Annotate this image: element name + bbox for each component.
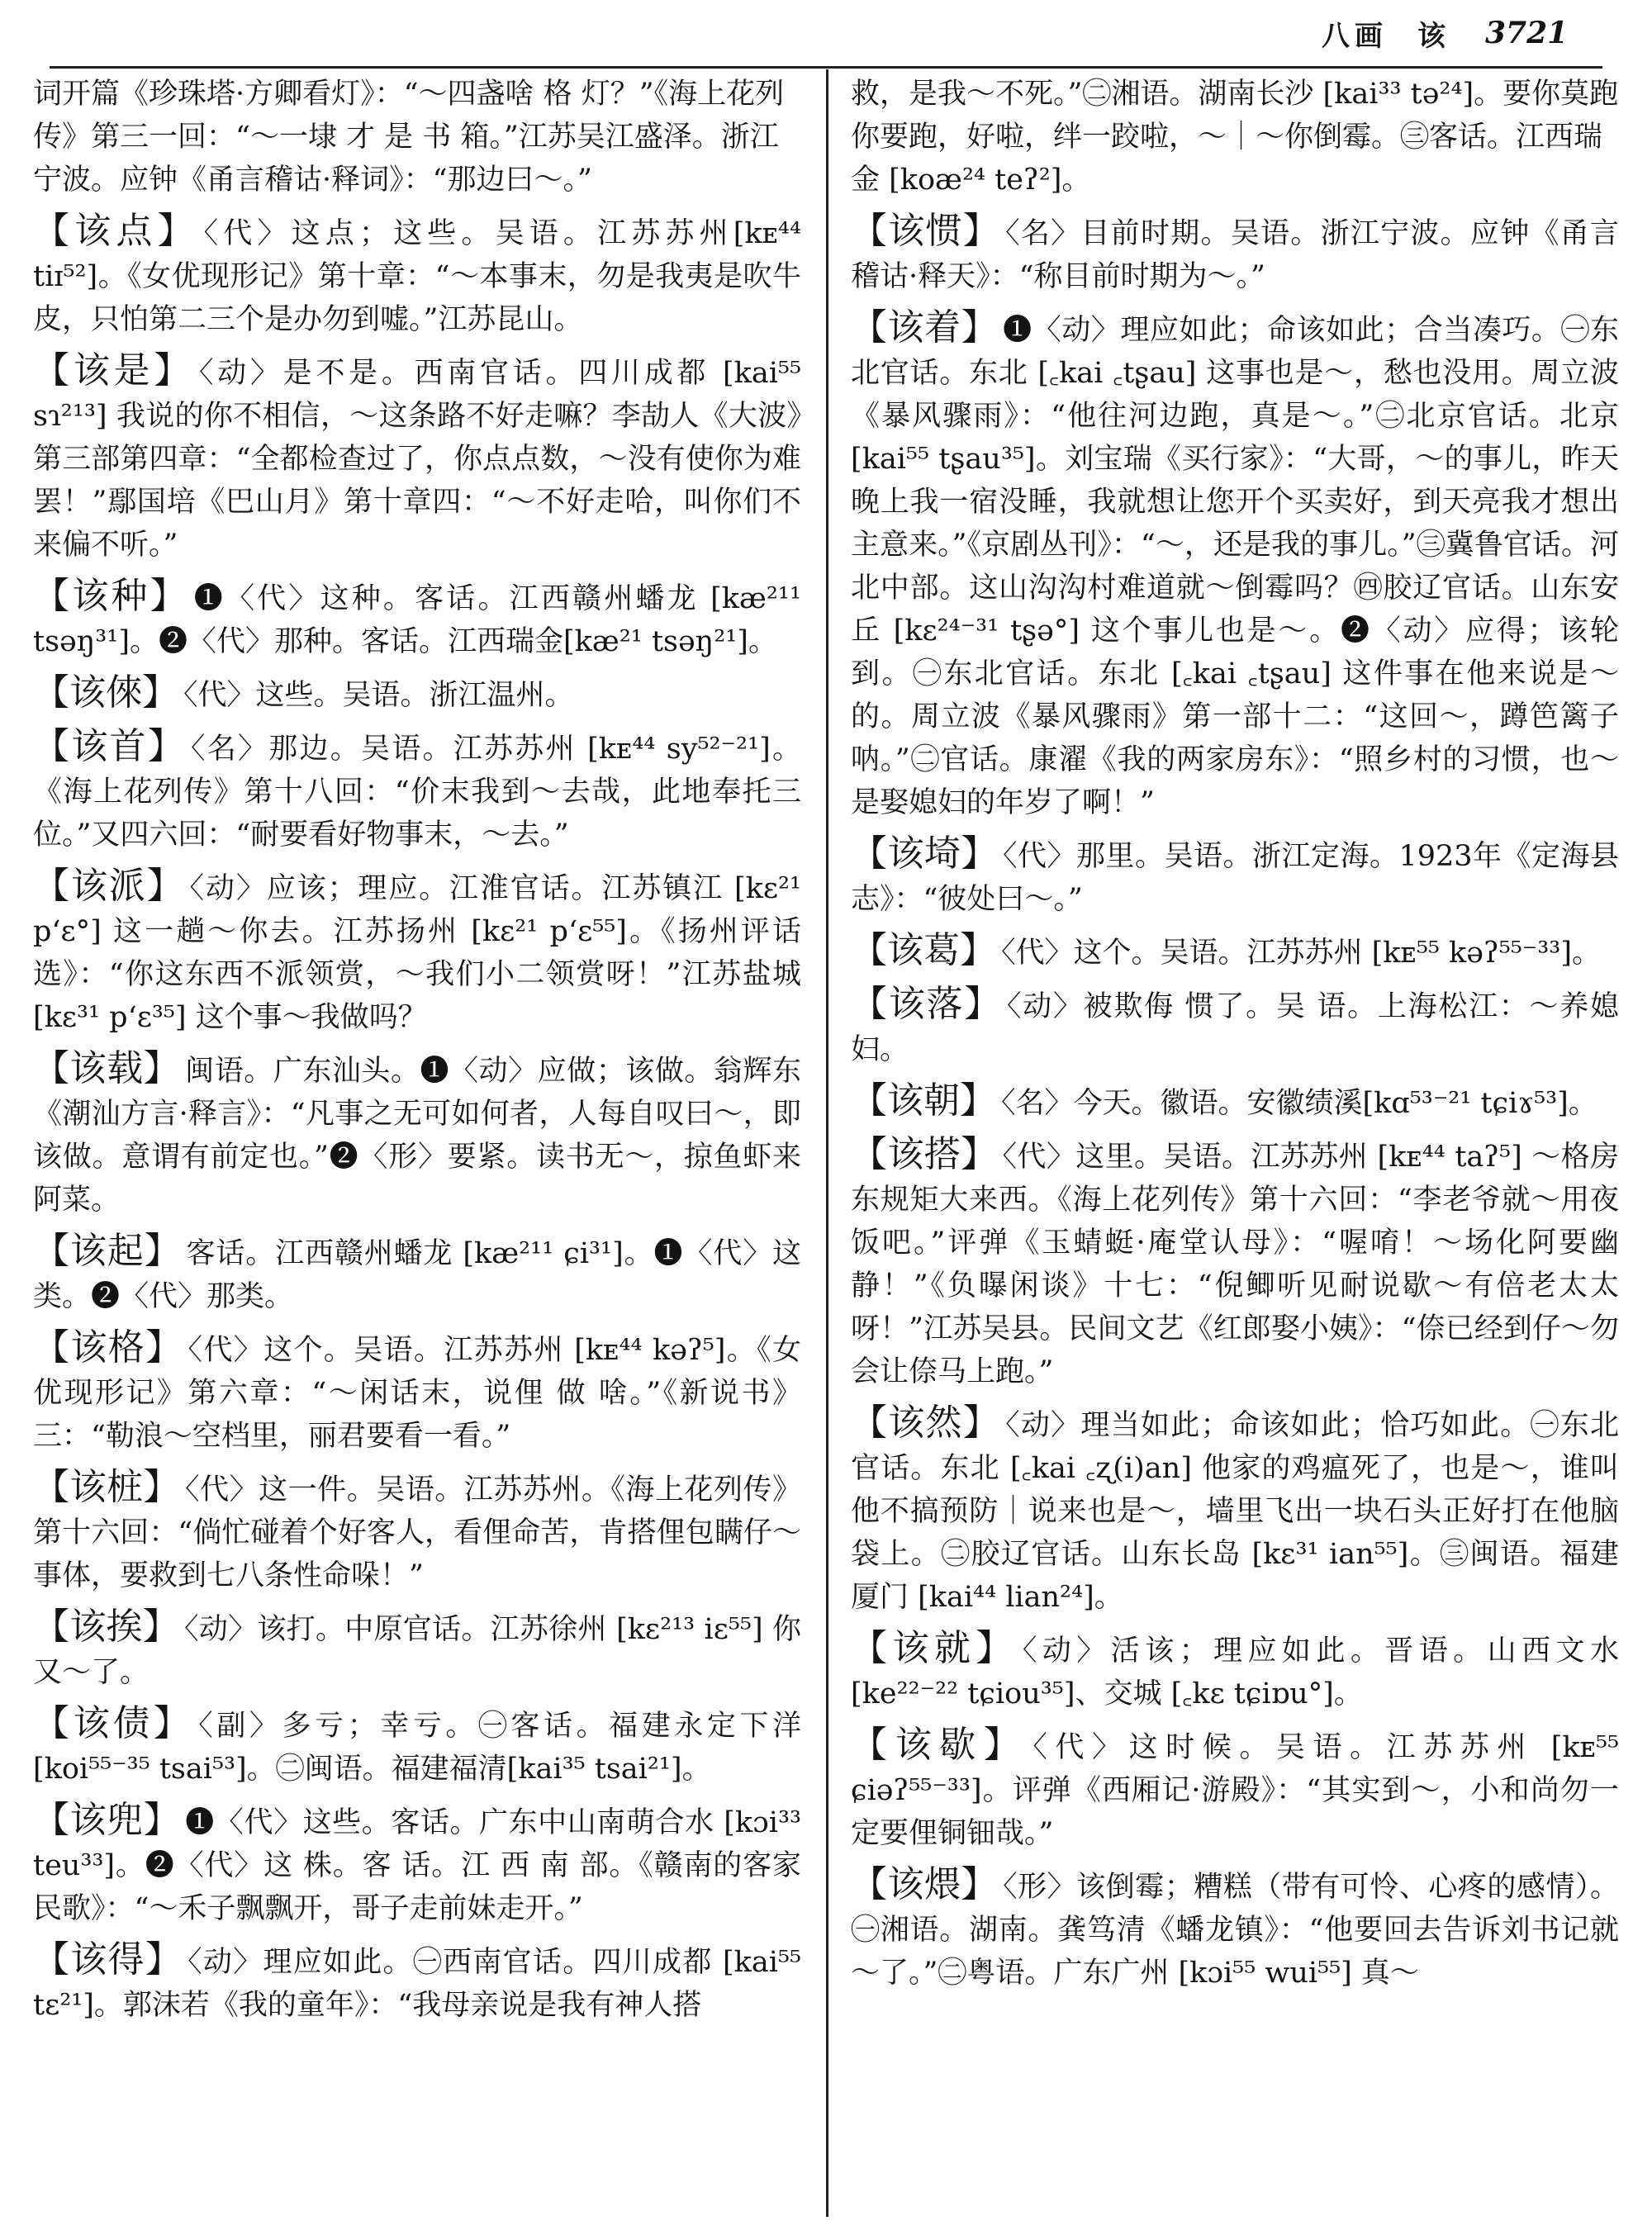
dictionary-entry [33,349,801,567]
page-header [1173,7,1602,59]
entry-headword: 【该就】 [851,1627,1018,1669]
entry-definition: 〈代〉这一件。吴语。江苏苏州。《海上花列传》第十六回：“倘忙碰着个好客人，看俚命苦，肯搭俚包瞒仔～事体，要救到七八条性命哚！” [33,1473,801,1592]
entry-headword: 【该首】 [33,725,186,767]
dictionary-entry [33,1938,801,2027]
entry-headword: 【该惯】 [851,210,1001,252]
entry-headword: 【该是】 [33,349,194,391]
dictionary-entry [851,1627,1619,1715]
entry-definition: 〈名〉目前时期。吴语。浙江宁波。应钟《甬言稽诂·释天》：“称目前时期为～。” [851,217,1619,293]
entry-list [33,210,801,2027]
entry-definition: 〈动〉被欺侮 惯了。吴 语。上海松江：～养媳妇。 [851,990,1619,1066]
entry-definition: 〈动〉理当如此；命该如此；恰巧如此。㊀东北官话。东北 [꜀kai ꜀ʐ(i)an] 他家的鸡瘟死了，也是～，谁叫他不搞预防｜说来也是～，墙里飞出一块石头正好打在他脑袋上。㊁胶辽官话。山东长岛 [kɛ³¹ ian⁵⁵]。㊂闽语。福建厦门 [kai⁴⁴ lian²⁴]。 [851,1409,1619,1614]
dictionary-entry [33,1230,801,1318]
entry-definition: ❶〈代〉这种。客话。江西赣州蟠龙 [kæ²¹¹ tsəŋ³¹]。❷〈代〉那种。客话。江西瑞金[kæ²¹ tsəŋ²¹]。 [33,582,801,658]
right-column [851,73,1619,2220]
entry-definition: 〈代〉这里。吴语。江苏苏州 [kᴇ⁴⁴ taʔ⁵] ～格房东规矩大来西。《海上花列传》第十六回：“李老爷就～用夜饭吧。”评弹《玉蜻蜓·庵堂认母》：“喔唷！～场化阿要幽静！”《负曝闲谈》十七：“倪鲫听见耐说歇～有倍老太太呀！”江苏吴县。民间文艺《红郎娶小姨》：“倷已经到仔～勿会让倷马上跑。” [851,1141,1619,1388]
entry-definition: 〈代〉这时候。吴语。江苏苏州 [kᴇ⁵⁵ ɕiəʔ⁵⁵⁻³³]。评弹《西厢记·游殿》：“其实到～，小和尚勿一定要俚铜钿哉。” [851,1731,1619,1850]
dictionary-entry [851,306,1619,824]
entry-definition: 〈动〉应该；理应。江淮官话。江苏镇江 [kɛ²¹ p‘ɛ°] 这一趟～你去。江苏扬州 [kɛ²¹ p‘ɛ⁵⁵]。《扬州评话选》：“你这东西不派领赏，～我们小二领赏呀！”江苏盐城 [kɛ³¹ p‘ɛ³⁵] 这个事～我做吗？ [33,872,801,1034]
entry-list [851,210,1619,1995]
entry-definition: 〈名〉今天。徽语。安徽绩溪[kɑ⁵³⁻²¹ tɕiɤ⁵³]。 [1001,1087,1597,1120]
entry-headword: 【该点】 [33,210,199,252]
dictionary-entry [851,1133,1619,1393]
radical-character: 该 [1417,19,1446,53]
dictionary-entry [33,865,801,1039]
dictionary-entry [851,210,1619,298]
dictionary-entry [33,1466,801,1597]
entry-headword: 【该歇】 [851,1724,1028,1766]
page-number: 3721 [1485,16,1569,50]
entry-headword: 【该然】 [851,1402,1001,1444]
entry-headword: 【该派】 [33,865,185,907]
entry-definition: ❶〈动〉理应如此；命该如此；合当凑巧。㊀东北官话。东北 [꜀kai ꜀tʂau] 这事也是～，愁也没用。周立波《暴风骤雨》：“他往河边跑，真是～。”㊁北京官话。北京 [kai⁵⁵ tʂau³⁵]。刘宝瑞《买行家》：“大哥，～的事儿，昨天晚上我一宿没睡，我就想让您开个买卖好，到天亮我才想出主意来。”《京剧丛刊》：“～，还是我的事儿。”㊂冀鲁官话。河北中部。这山沟沟村难道就～倒霉吗？㊃胶辽官话。山东安丘 [kɛ²⁴⁻³¹ tʂə°] 这个事儿也是～。❷〈动〉应得；该轮到。㊀东北官话。东北 [꜀kai ꜀tʂau] 这件事在他来说是～的。周立波《暴风骤雨》第一部十二：“这回～，蹲笆篱子呐。”㊁官话。康濯《我的两家房东》：“照乡村的习惯，也～是娶媳妇的年岁了啊！” [851,314,1619,819]
entry-headword: 【该倈】 [33,671,178,714]
dictionary-entry [33,1702,801,1791]
entry-definition: 〈代〉这些。吴语。浙江温州。 [183,679,574,712]
entry-definition: ❶〈代〉这些。客话。广东中山南萌合水 [kɔi³³ teu³³]。❷〈代〉这 株。客 话。江 西 南 部。《赣南的客家民歌》：“～禾子飘飘开，哥子走前妹走开。” [33,1806,801,1925]
entry-definition: 〈名〉那边。吴语。江苏苏州 [kᴇ⁴⁴ sy⁵²⁻²¹]。《海上花列传》第十八回：“价末我到～去哉，此地奉托三位。”又四六回：“耐要看好物事末，～去。” [33,733,801,852]
dictionary-entry [851,929,1619,975]
dictionary-entry [851,983,1619,1071]
dictionary-entry [33,1606,801,1694]
dictionary-entry [33,575,801,663]
entry-headword: 【该得】 [33,1938,183,1981]
dictionary-entry [851,833,1619,921]
entry-headword: 【该挨】 [33,1606,180,1648]
entry-definition: 〈动〉是不是。西南官话。四川成都 [kai⁵⁵ sɿ²¹³] 我说的你不相信，～这条路不好走嘛？李劼人《大波》第三部第四章：“全都检查过了，你点点数，～没有使你为难罢！”鄢国培《巴山月》第十章四：“～不好走哈，叫你们不来偏不听。” [33,357,801,562]
dictionary-entry [33,671,801,717]
continuation-text: 词开篇《珍珠塔·方卿看灯》：“～四盏啥 格 灯？”《海上花列传》第三一回：“～一埭 才 是 书 箱。”江苏吴江盛泽。浙江宁波。应钟《甬言稽诂·释词》：“那边曰～。” [33,78,785,197]
entry-headword: 【该起】 [33,1230,182,1272]
entry-headword: 【该煨】 [851,1863,999,1905]
dictionary-entry [33,1047,801,1222]
entry-headword: 【该种】 [33,575,189,617]
header-rule [50,66,1602,69]
dictionary-entry [33,1326,801,1458]
dictionary-entry [851,1724,1619,1855]
entry-definition: 〈代〉这个。吴语。江苏苏州 [kᴇ⁴⁴ kəʔ⁵]。《女优现形记》第六章：“～闲话末，说俚 做 啥。”《新说书》三：“勒浪～空档里，丽君要看一看。” [33,1334,801,1453]
dictionary-entry [33,210,801,341]
entry-headword: 【该葛】 [851,929,996,971]
entry-definition: 〈代〉这个。吴语。江苏苏州 [kᴇ⁵⁵ kəʔ⁵⁵⁻³³]。 [1001,937,1601,970]
continuation-text: 救，是我～不死。”㊁湘语。湖南长沙 [kai³³ tə²⁴]。要你莫跑你要跑，好啦，绊一跤啦，～｜～你倒霉。㊂客话。江西瑞金 [koæ²⁴ teʔ²]。 [851,78,1619,197]
entry-headword: 【该载】 [33,1047,181,1089]
left-column [33,73,801,2220]
entry-definition: 〈代〉这点；这些。吴语。江苏苏州[kᴇ⁴⁴ tiɪ⁵²]。《女优现形记》第十章：“～本事末，勿是我夷是吹牛皮，只怕第二三个是办勿到嘘。”江苏昆山。 [33,217,801,336]
column-divider [826,69,828,2217]
entry-headword: 【该埼】 [851,833,998,875]
entry-definition: 〈代〉那里。吴语。浙江定海。1923年《定海县志》：“彼处曰～。” [851,840,1619,916]
entry-headword: 【该搭】 [851,1133,998,1175]
entry-definition: 客话。江西赣州蟠龙 [kæ²¹¹ ɕi³¹]。❶〈代〉这类。❷〈代〉那类。 [33,1237,801,1313]
entry-definition: 〈动〉活该；理应如此。晋语。山西文水 [ke²²⁻²² tɕiou³⁵]、交城 [꜀kɛ tɕiɒu°]。 [851,1635,1619,1710]
entry-definition: 〈形〉该倒霉；糟糕（带有可怜、心疼的感情）。㊀湘语。湖南。龚笃清《蟠龙镇》：“他要回去告诉刘书记就～了。”㊁粤语。广东广州 [kɔi⁵⁵ wui⁵⁵] 真～ [851,1871,1619,1990]
section-label: 八画 [1322,19,1388,53]
entry-headword: 【该着】 [851,306,999,349]
entry-definition: 〈动〉该打。中原官话。江苏徐州 [kɛ²¹³ iɛ⁵⁵] 你又～了。 [33,1613,801,1689]
entry-headword: 【该桩】 [33,1466,181,1508]
dictionary-entry [33,725,801,856]
entry-headword: 【该债】 [33,1702,194,1744]
entry-headword: 【该朝】 [851,1079,996,1122]
entry-headword: 【该兜】 [33,1799,181,1841]
dictionary-entry [851,1402,1619,1619]
entry-definition: 〈动〉理应如此。㊀西南官话。四川成都 [kai⁵⁵ tɛ²¹]。郭沫若《我的童年》：“我母亲说是我有神人搭 [33,1946,801,2022]
entry-definition: 〈副〉多亏；幸亏。㊀客话。福建永定下洋 [koi⁵⁵⁻³⁵ tsai⁵³]。㊁闽语。福建福清[kai³⁵ tsai²¹]。 [33,1710,801,1786]
entry-definition: 闽语。广东汕头。❶〈动〉应做；该做。翁辉东《潮汕方言·释言》：“凡事之无可如何者，人每自叹曰～，即该做。意谓有前定也。”❷〈形〉要紧。读书无～，掠鱼虾来阿菜。 [33,1055,801,1217]
entry-headword: 【该格】 [33,1326,183,1369]
entry-headword: 【该落】 [851,983,1002,1025]
dictionary-entry [851,1079,1619,1125]
dictionary-entry [851,1863,1619,1995]
dictionary-entry [33,1799,801,1930]
